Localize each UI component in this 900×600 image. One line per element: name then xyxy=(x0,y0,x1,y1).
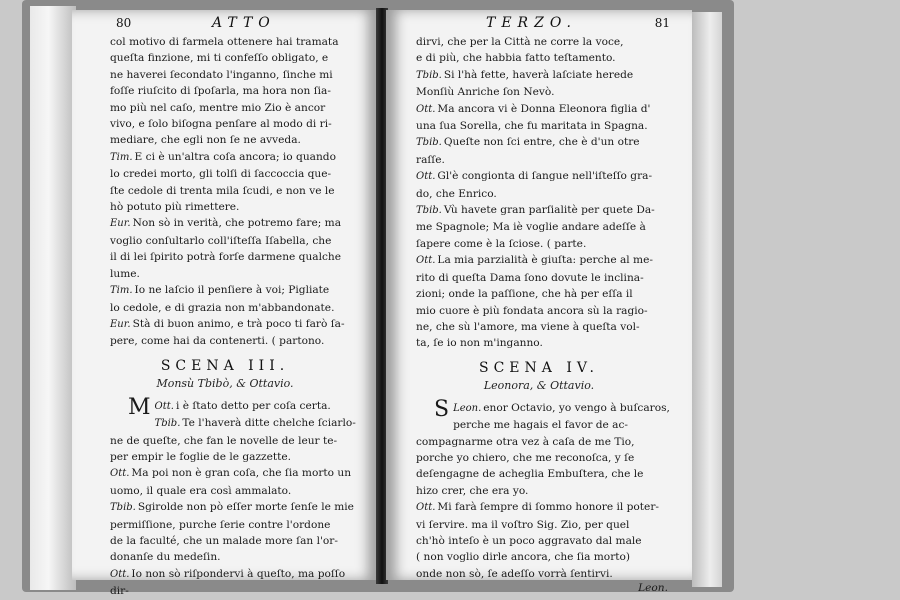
text-line xyxy=(416,84,680,100)
speaker-label: Tim. xyxy=(110,285,133,297)
line-text: Te l'haverà ditte chelche ſciarlo- xyxy=(182,417,356,430)
text-line xyxy=(110,266,364,282)
text-line xyxy=(416,566,680,582)
line-text: dirvi, che per la Città ne corre la voce, xyxy=(416,36,624,48)
left-page-header xyxy=(72,10,378,34)
speaker-label: Tbib. xyxy=(416,69,442,81)
drop-initial: M xyxy=(128,394,151,420)
text-line xyxy=(110,183,364,199)
text-line xyxy=(416,319,680,335)
speaker-label: Tim. xyxy=(110,151,133,163)
line-text: dir- xyxy=(110,585,129,598)
line-text: lo cedole, e di grazia non m'abbandonate. xyxy=(110,301,335,314)
text-line xyxy=(110,566,364,583)
text-line xyxy=(416,286,680,302)
line-text: il di lei ſpirito potrà forſe darmene qualche xyxy=(110,251,341,264)
line-text: Monſiù Anriche ſon Nevò. xyxy=(416,86,555,99)
line-text: porche yo chiero, che me reconoſca, y ſe xyxy=(416,451,635,464)
line-text: foſſe riuſcito di ſpoſarla, ma hora non ſia- xyxy=(110,85,331,98)
scene-characters: Leonora, & Ottavio. xyxy=(483,378,595,392)
text-line xyxy=(110,533,364,549)
line-text: ſapere come è la ſciose. ( parte. xyxy=(416,237,587,250)
line-text: una ſua Sorella, che fu maritata in Spagna. xyxy=(416,120,648,133)
line-text: Ma ancora vi è Donna Eleonora figlia d' xyxy=(437,102,651,115)
line-text: pere, come hai da contenerti. ( partono. xyxy=(110,335,325,348)
text-line xyxy=(110,166,364,182)
text-line xyxy=(110,333,364,349)
line-text: i è ſtato detto per coſa certa. xyxy=(175,399,331,412)
line-text: ne haverei ſecondato l'inganno, ſinche mi xyxy=(110,68,333,81)
scene-characters: Monsù Tbibò, & Ottavio. xyxy=(156,376,294,390)
line-text: queſta finzione, mi ti confeſſo obligato, e xyxy=(110,52,329,65)
text-line xyxy=(416,118,680,134)
text-line xyxy=(416,202,680,219)
line-text: onde non sò, ſe adeſſo vorrà ſentirvi. xyxy=(416,567,613,580)
text-line xyxy=(110,67,364,83)
text-line xyxy=(416,34,680,50)
line-text: hizo crer, che era yo. xyxy=(416,484,529,497)
text-line xyxy=(416,499,680,516)
scene-title: SCENA III. xyxy=(160,357,290,374)
line-text: mediare, che egli non ſe ne avveda. xyxy=(110,134,301,147)
speaker-label: Tbib. xyxy=(416,137,442,149)
line-text: deſengagne de acheglia Embuſtera, che le xyxy=(416,468,644,481)
line-text: Vù havete gran parſialitè per quete Da- xyxy=(443,204,655,217)
text-line xyxy=(110,316,364,333)
line-text: vivo, e ſolo biſogna penſare al modo di ri- xyxy=(110,118,332,131)
text-line xyxy=(416,483,680,499)
line-text: Gl'è congionta di ſangue nell'iſteſſo gra- xyxy=(437,170,653,183)
line-text: Queſte non ſci entre, che è d'un otre xyxy=(443,136,640,149)
line-text: La mia parzialità è giuſta: perche al me- xyxy=(437,254,653,267)
catchword: Leon. xyxy=(638,582,668,595)
running-head: TERZO. xyxy=(486,15,577,31)
text-line xyxy=(110,465,364,482)
speaker-label: Tbib. xyxy=(154,418,181,430)
text-line xyxy=(110,34,364,50)
text-line xyxy=(416,396,680,422)
text-line xyxy=(416,549,680,565)
line-text: do, che Enrico. xyxy=(416,187,497,200)
line-text: lume. xyxy=(110,267,140,280)
page-edges-right xyxy=(692,12,722,587)
line-text: ta, ſe io non m'inganno. xyxy=(416,337,543,350)
text-line xyxy=(416,450,680,466)
line-text: Sgirolde non pò eſſer morte ſenſe le mie xyxy=(137,501,354,514)
line-text: donanſe du medeſin. xyxy=(110,551,221,564)
line-text: Si l'hà fette, haverà laſciate herede xyxy=(443,68,634,81)
text-line xyxy=(110,50,364,66)
line-text: mio cuore è più fondata ancora sù la ragio- xyxy=(416,304,648,317)
line-text: ne, che sù l'amore, ma viene à queſta vol- xyxy=(416,320,640,333)
line-text: lo credei morto, gli tolſi di ſaccoccia que- xyxy=(110,168,332,181)
text-line xyxy=(110,149,364,166)
line-text: zioni; onde la paſſione, che hà per eſſa il xyxy=(416,288,633,301)
text-block xyxy=(72,34,378,350)
speaker-label: Tbib. xyxy=(110,502,136,514)
text-line xyxy=(416,101,680,118)
page-number: 81 xyxy=(654,16,670,30)
line-text: Io non sò riſpondervi à queſto, ma poſſo xyxy=(131,567,346,580)
text-line xyxy=(110,394,364,420)
line-text: ne de queſte, che fan le novelle de leur te- xyxy=(110,434,338,447)
text-line xyxy=(416,152,680,168)
text-line xyxy=(416,466,680,482)
speaker-label: Leon. xyxy=(453,402,482,414)
line-text: raſſe. xyxy=(416,153,445,166)
text-line xyxy=(110,83,364,99)
scene-title: SCENA IV. xyxy=(479,359,599,376)
line-text: Ma poi non è gran coſa, che ſia morto un xyxy=(131,467,352,480)
text-line xyxy=(110,483,364,499)
text-line xyxy=(416,252,680,269)
text-block xyxy=(386,34,692,352)
right-page-header xyxy=(386,10,692,34)
running-head: ATTO xyxy=(212,15,276,31)
text-line xyxy=(416,270,680,286)
line-text: me Spagnole; Ma iè voglie andare adeſſe à xyxy=(416,221,646,234)
line-text: col motivo di farmela ottenere hai tramata xyxy=(110,36,339,48)
line-text: perche me hagais el favor de ac- xyxy=(453,419,628,432)
text-line xyxy=(416,533,680,549)
line-text: voglio conſultarlo coll'iſteſſa Iſabella, che xyxy=(110,234,332,247)
text-line xyxy=(110,549,364,565)
speaker-label: Ott. xyxy=(416,103,436,115)
text-line xyxy=(110,132,364,148)
text-line xyxy=(416,168,680,185)
text-line xyxy=(110,517,364,533)
page-number: 80 xyxy=(116,16,132,30)
text-line xyxy=(110,249,364,265)
line-text: de la faculté, che un malade more ſan l'or- xyxy=(110,534,338,547)
text-block xyxy=(72,394,378,600)
line-text: ſte cedole di trenta mila ſcudi, e non ve le xyxy=(110,184,335,197)
line-text: permiſſione, purche ſerie contre l'ordone xyxy=(110,518,331,531)
line-text: Mi farà ſempre di ſommo honore il poter- xyxy=(437,501,659,514)
text-line xyxy=(416,517,680,533)
line-text: Non sò in verità, che potremo fare; ma xyxy=(132,217,342,230)
text-line xyxy=(110,215,364,232)
text-line xyxy=(110,433,364,449)
text-line xyxy=(416,134,680,151)
text-line xyxy=(110,300,364,316)
text-line xyxy=(416,417,680,433)
line-text: per empir le foglie de le gazzette. xyxy=(110,450,292,463)
text-line xyxy=(110,233,364,249)
speaker-label: Ott. xyxy=(416,255,436,267)
speaker-label: Ott. xyxy=(154,400,174,412)
text-line xyxy=(110,100,364,116)
text-line xyxy=(416,335,680,351)
right-page xyxy=(386,10,692,595)
line-text: ( non voglio dirle ancora, che ſia morto) xyxy=(416,551,631,564)
text-line xyxy=(416,236,680,252)
text-line xyxy=(416,67,680,84)
speaker-label: Ott. xyxy=(416,171,436,183)
text-line xyxy=(110,199,364,215)
text-line xyxy=(416,219,680,235)
line-text: compagnarme otra vez à caſa de me Tio, xyxy=(416,435,635,448)
line-text: e di più, che habbia fatto teſtamento. xyxy=(416,52,616,65)
line-text: rito di queſta Dama ſono dovute le inclina- xyxy=(416,271,644,284)
speaker-label: Eur. xyxy=(110,318,131,330)
line-text: vi ſervire. ma il voſtro Sig. Zio, per quel xyxy=(416,518,630,531)
left-page xyxy=(72,10,378,598)
speaker-label: Ott. xyxy=(416,502,436,514)
speaker-label: Eur. xyxy=(110,218,131,230)
line-text: E ci è un'altra coſa ancora; io quando xyxy=(134,150,336,163)
text-line xyxy=(110,282,364,299)
text-line xyxy=(110,116,364,132)
text-block xyxy=(386,396,692,582)
line-text: Io ne laſcio il penſiere à voi; Pigliate xyxy=(134,284,330,297)
text-line xyxy=(416,303,680,319)
line-text: enor Octavio, yo vengo à buſcaros, xyxy=(483,401,670,414)
speaker-label: Ott. xyxy=(110,568,130,580)
page-edges-left xyxy=(30,6,76,590)
line-text: mo più nel caſo, mentre mio Zio è ancor xyxy=(110,101,326,114)
text-line xyxy=(416,434,680,450)
text-line xyxy=(416,50,680,66)
line-text: uomo, il quale era così ammalato. xyxy=(110,484,292,497)
line-text: hò potuto più rimettere. xyxy=(110,201,240,214)
text-line xyxy=(110,449,364,465)
text-line xyxy=(110,499,364,516)
text-line xyxy=(110,583,364,599)
speaker-label: Ott. xyxy=(110,468,130,480)
line-text: Stà di buon animo, e trà poco ti farò ſa- xyxy=(132,317,345,330)
speaker-label: Tbib. xyxy=(416,205,442,217)
line-text: ch'hò inteſo è un poco aggravato dal male xyxy=(416,534,642,547)
drop-initial: S xyxy=(434,396,450,422)
text-line xyxy=(416,186,680,202)
